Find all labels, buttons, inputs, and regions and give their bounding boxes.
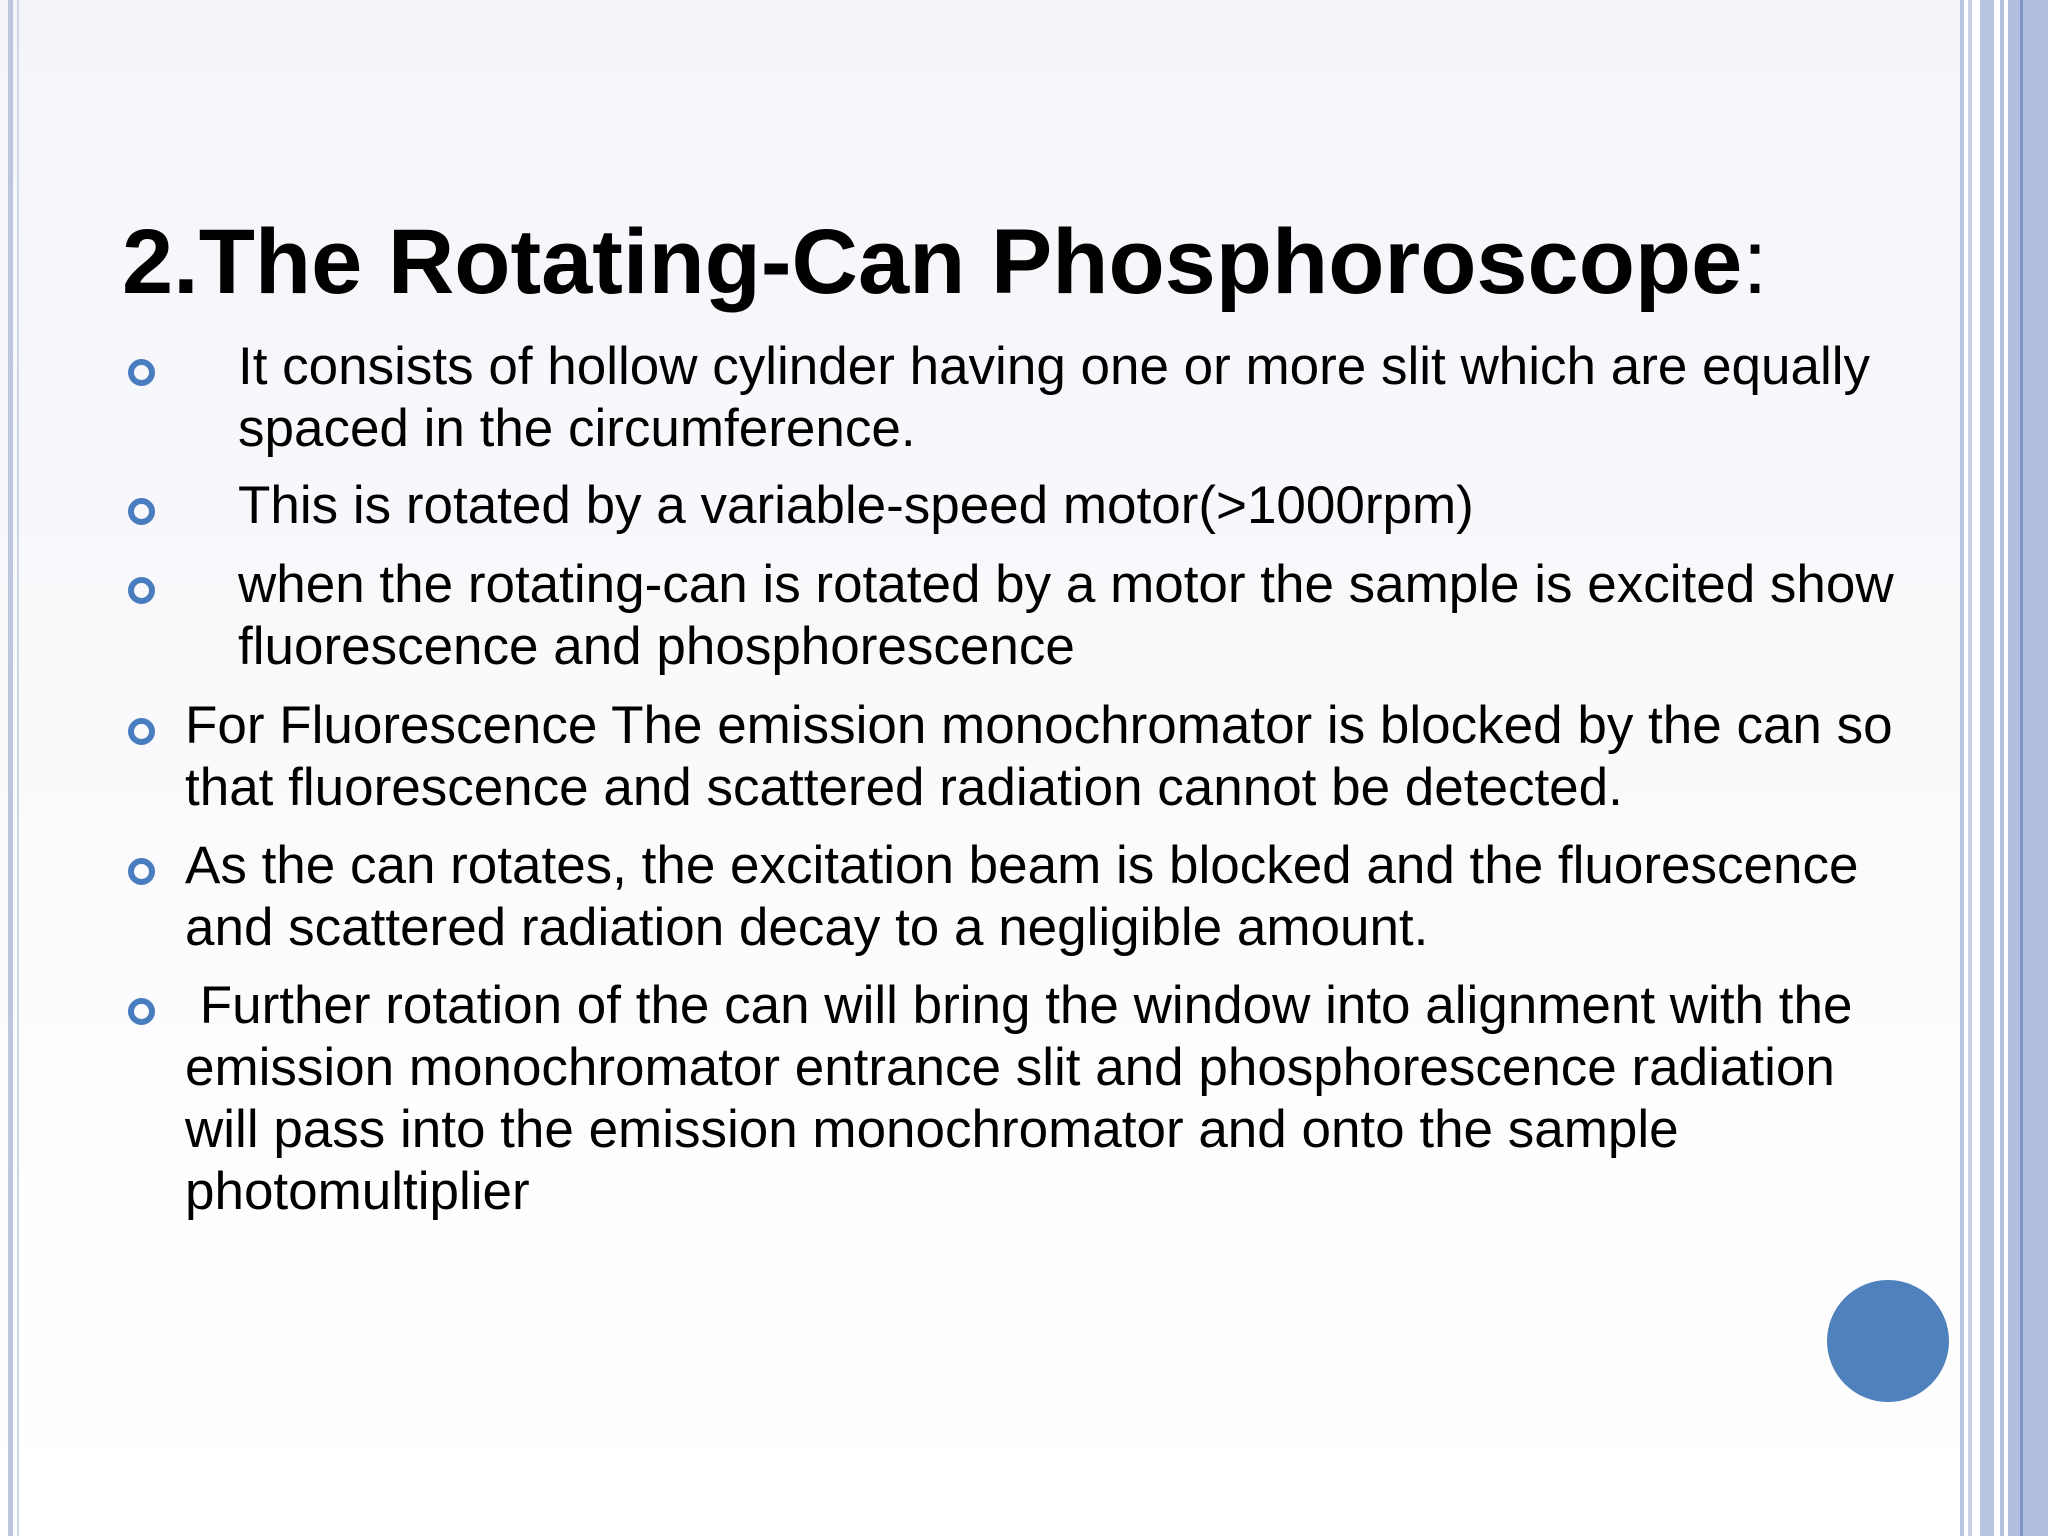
right-border-bar [2000, 0, 2004, 1536]
right-border-bar [1960, 0, 1964, 1536]
bullet-circle-icon [128, 718, 155, 745]
bullet-text: This is rotated by a variable-speed motor(>1000rpm) [238, 476, 1474, 535]
bullet-text: As the can rotates, the excitation beam is blocked and the fluorescence and scattered radiation decay to a negligible amount. [185, 836, 1859, 957]
right-border-bar [2008, 0, 2048, 1536]
decorative-circle-icon [1827, 1280, 1949, 1402]
bullet-text: It consists of hollow cylinder having one or more slit which are equally spaced in the circumference. [238, 337, 1871, 458]
right-border-bar [1980, 0, 1994, 1536]
bullet-circle-icon [128, 858, 155, 885]
right-border-bar [1968, 0, 1972, 1536]
slide-title-text: 2.The Rotating-Can Phosphoroscope [122, 211, 1743, 313]
bullet-text: Further rotation of the can will bring the window into alignment with the emission monochromator entrance slit and phosphorescence radiation will pass into the emission monochromator and onto the sample photomultiplier [185, 976, 1868, 1221]
bullet-text: For Fluorescence The emission monochromator is blocked by the can so that fluorescence and scattered radiation cannot be detected. [185, 696, 1893, 817]
slide-title [122, 212, 1768, 312]
bullet-circle-icon [128, 577, 155, 604]
bullet-circle-icon [128, 498, 155, 525]
slide-title-colon: : [1742, 211, 1768, 313]
bullet-circle-icon [128, 359, 155, 386]
bullet-text: when the rotating-can is rotated by a motor the sample is excited show fluorescence and phosphorescence [238, 555, 1894, 676]
bullet-circle-icon [128, 998, 155, 1025]
left-border-rule [8, 0, 13, 1536]
right-border-bar-dark [2020, 0, 2023, 1536]
left-border-rule-thin [17, 0, 19, 1536]
